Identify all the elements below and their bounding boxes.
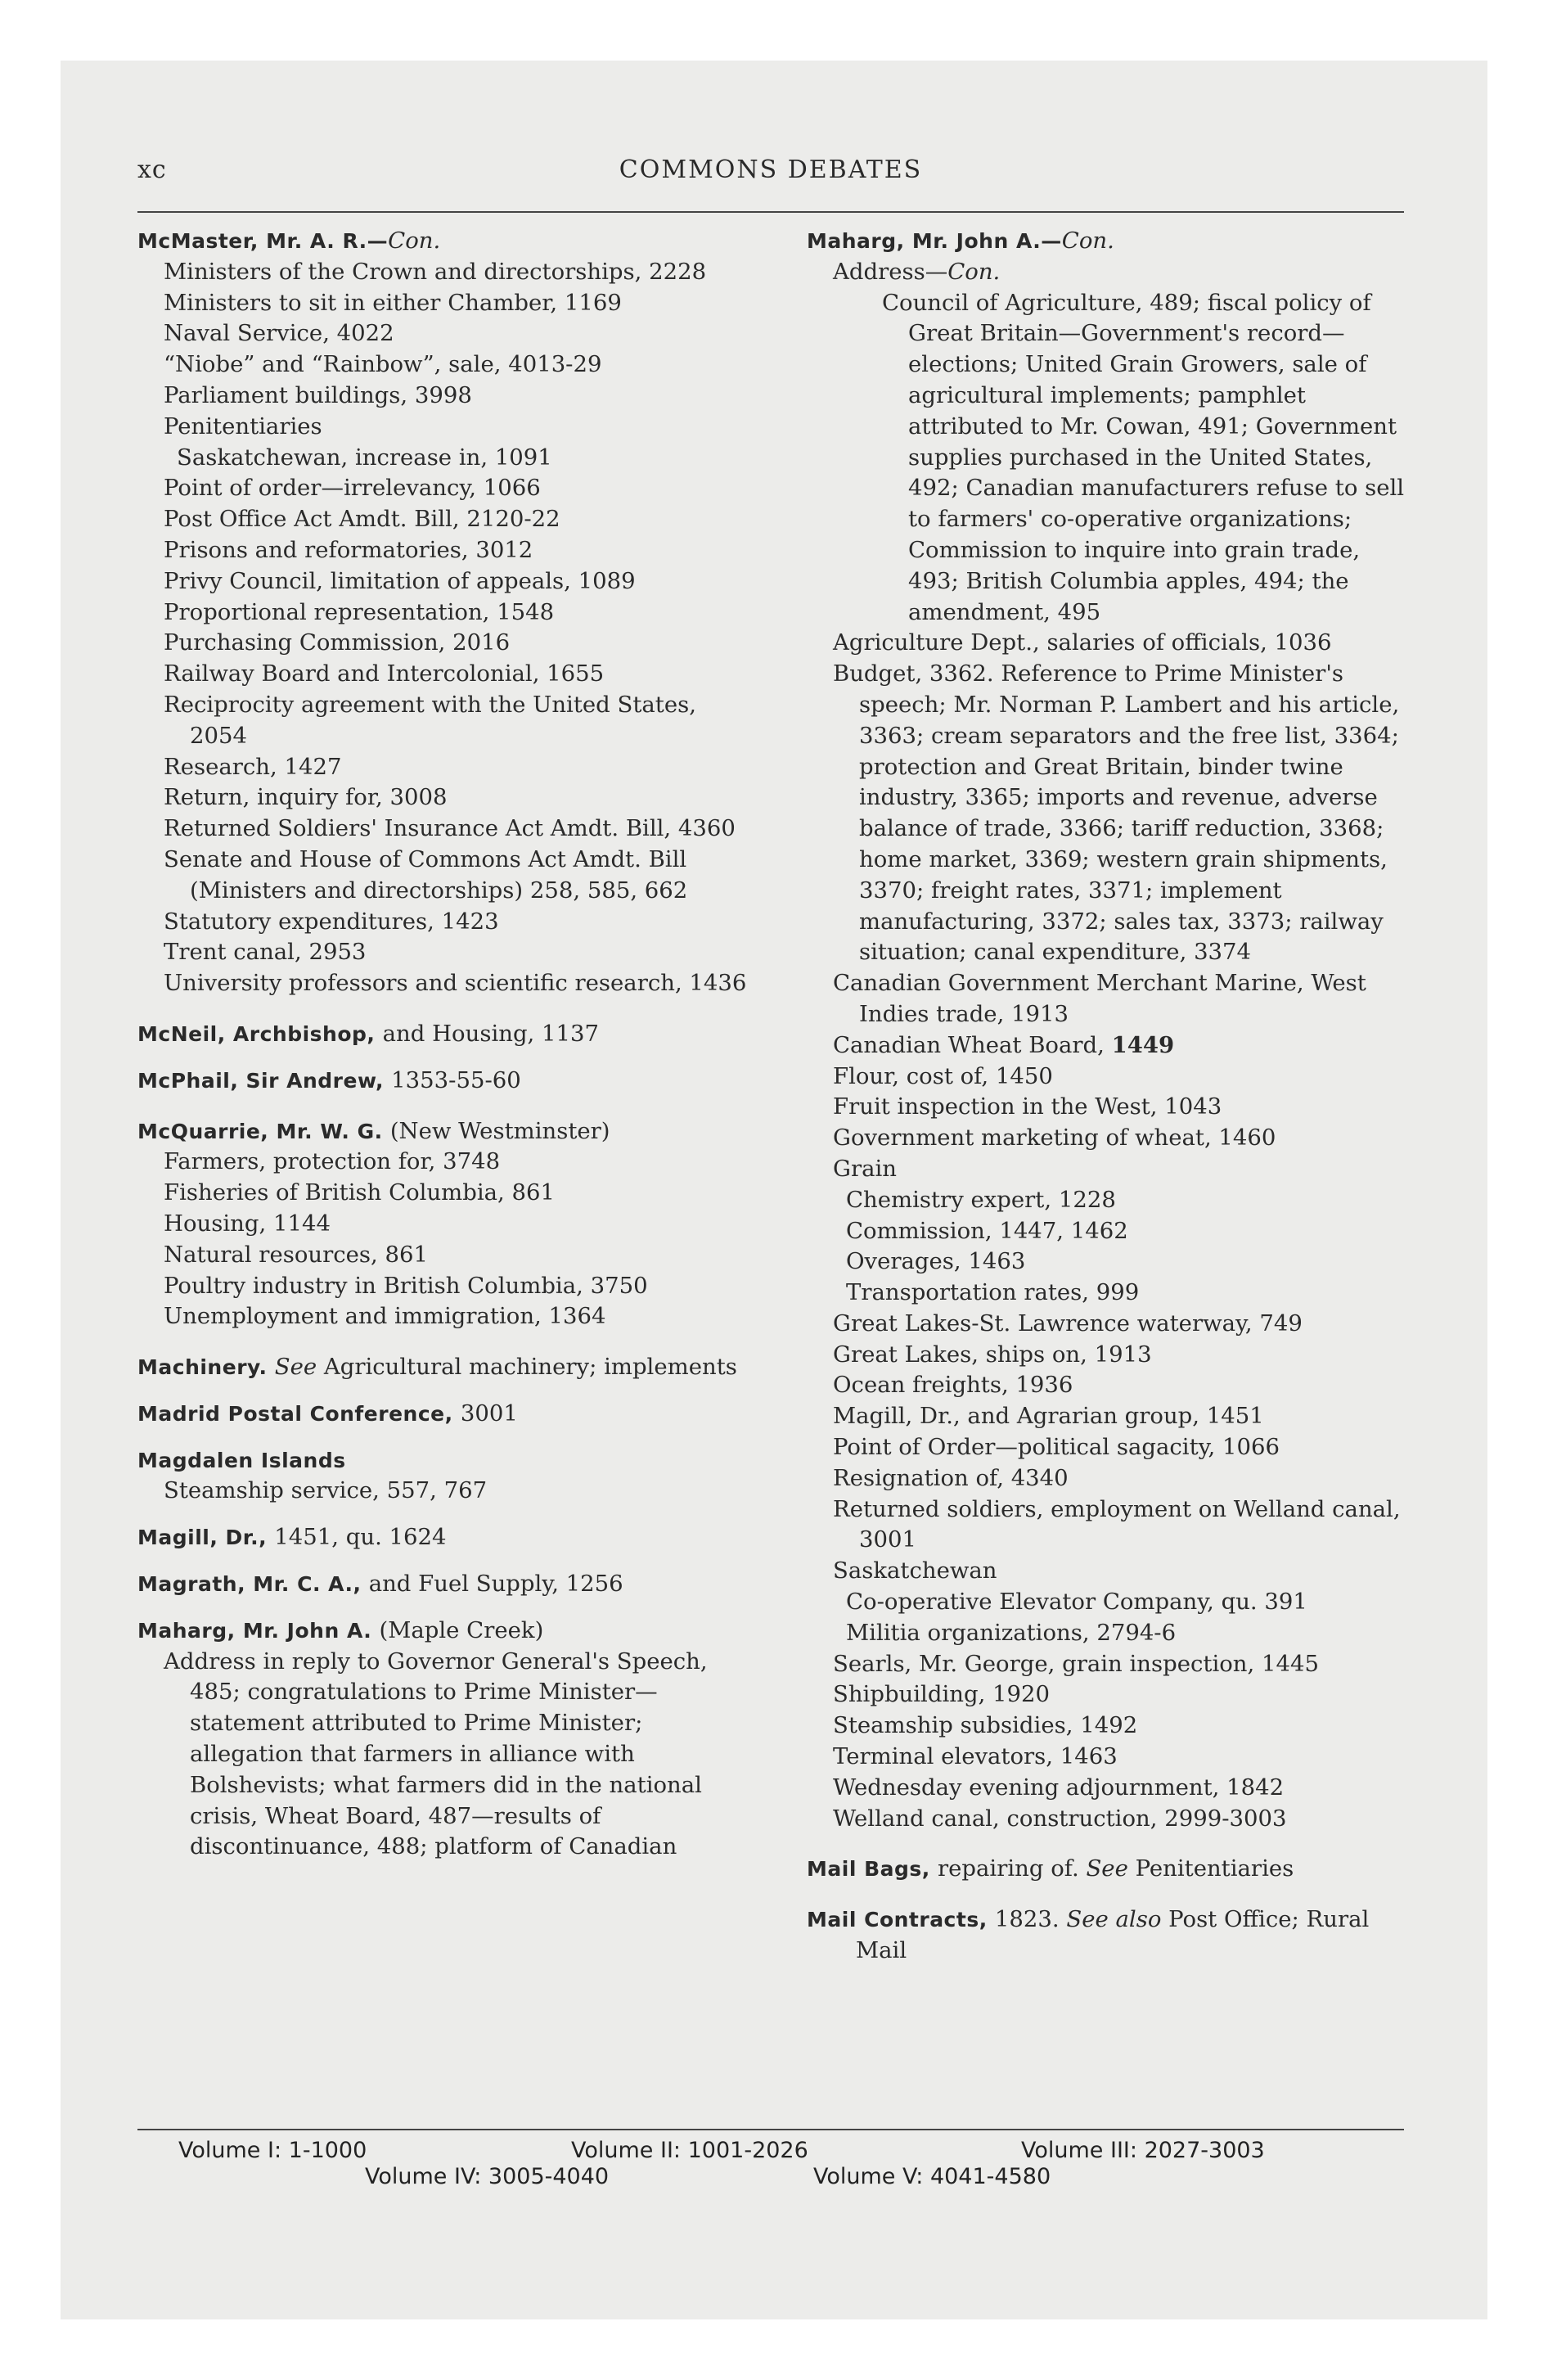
index-entry [137, 1522, 751, 1553]
index-subsubentry: Militia organizations, 2794-6 [846, 1619, 1177, 1646]
entry-detail: Penitentiaries [1135, 1855, 1294, 1882]
entry-heading: Maharg, Mr. John A.— [807, 229, 1062, 253]
entry-heading: McMaster, Mr. A. R.— [137, 229, 389, 253]
index-subentry: Steamship service, 557, 767 [164, 1477, 488, 1504]
index-subentry: Ministers of the Crown and directorships, 2228 [164, 258, 707, 285]
page-number: xc [137, 156, 167, 184]
index-subentry: Great Lakes-St. Lawrence waterway, 749 [833, 1309, 1303, 1336]
index-subentry: Wednesday evening adjournment, 1842 [833, 1774, 1285, 1801]
entry-detail: 1353-55-60 [391, 1066, 521, 1093]
index-subentry: Poultry industry in British Columbia, 3750 [164, 1272, 648, 1299]
index-subentry: Point of order—irrelevancy, 1066 [164, 475, 541, 502]
index-subsubentry: Chemistry expert, 1228 [846, 1186, 1116, 1213]
index-entry [137, 1399, 751, 1430]
index-subsubentry: Council of Agriculture, 489; fiscal policy of Great Britain—Government's record—elections; United Grain Growers, sale of agricultural implements; pamphlet attributed to Mr. Cowan, 491; Government supplies purchased in the United States, 492; Canadian manufacturers refuse to sell to farmers' co-operative organizations; Commission to inquire into grain trade, 493; British Columbia apples, 494; the amendment, 495 [882, 289, 1405, 625]
footer-divider [137, 2129, 1404, 2130]
index-subentry: Fisheries of British Columbia, 861 [164, 1179, 556, 1206]
entry-detail: repairing of. [938, 1855, 1087, 1882]
index-subentry: Returned Soldiers' Insurance Act Amdt. Bill, 4360 [164, 815, 736, 842]
entry-see: See also [1066, 1906, 1169, 1933]
index-subentry: Ocean freights, 1936 [833, 1372, 1073, 1399]
index-subsubentry: Commission, 1447, 1462 [846, 1217, 1128, 1244]
index-subsubentry: Co-operative Elevator Company, qu. 391 [846, 1589, 1307, 1616]
volume-label: Volume III: 2027-3003 [1021, 2138, 1265, 2163]
index-subentry: Budget, 3362. Reference to Prime Minister's speech; Mr. Norman P. Lambert and his article, 3363; cream separators and the free list, 3364; protection and Great Britain, binder twine industry, 3365; imports and revenue, adverse balance of trade, 3366; tariff reduction, 3368; home market, 3369; western grain shipments, 3370; freight rates, 3371; implement manufacturing, 3372; sales tax, 3373; railway situation; canal expenditure, 3374 [833, 660, 1400, 966]
index-subentry: Searls, Mr. George, grain inspection, 1445 [833, 1650, 1319, 1677]
entry-continuation: Con. [388, 228, 441, 254]
entry-heading: Mail Contracts, [807, 1908, 995, 1932]
volume-label: Volume II: 1001-2026 [571, 2138, 808, 2163]
index-subentry: Senate and House of Commons Act Amdt. Bill (Ministers and directorships) 258, 585, 662 [164, 845, 688, 904]
entry-heading: Maharg, Mr. John A. [137, 1618, 380, 1643]
entry-detail: 3001 [460, 1400, 518, 1427]
index-subentry: Point of Order—political sagacity, 1066 [833, 1434, 1280, 1461]
index-subentry: Ministers to sit in either Chamber, 1169 [164, 289, 622, 316]
index-subentry: Penitentiaries [164, 412, 322, 439]
index-subentry: Address in reply to Governor General's Speech, 485; congratulations to Prime Minister—statement attributed to Prime Minister; allegation that farmers in alliance with Bolshevists; what farmers did in the national crisis, Wheat Board, 487—results of discontinuance, 488; platform of Canadian [164, 1648, 708, 1860]
index-subsubentry: Overages, 1463 [846, 1248, 1026, 1275]
index-subentry: Trent canal, 2953 [164, 939, 367, 966]
entry-see: See [274, 1354, 324, 1381]
index-subentry: Government marketing of wheat, 1460 [833, 1125, 1276, 1152]
page-title: COMMONS DEBATES [619, 156, 923, 184]
index-subentry: Terminal elevators, 1463 [833, 1743, 1118, 1770]
index-subentry: Resignation of, 4340 [833, 1464, 1069, 1491]
subentry-label: Address— [833, 258, 948, 285]
volume-label: Volume IV: 3005-4040 [365, 2164, 610, 2189]
index-subentry: Post Office Act Amdt. Bill, 2120-22 [164, 506, 560, 533]
index-subsubentry: Transportation rates, 999 [846, 1279, 1140, 1306]
index-entry [137, 226, 751, 257]
index-subentry: Proportional representation, 1548 [164, 598, 555, 625]
entry-detail: Post Office; Rural Mail [856, 1906, 1370, 1964]
index-subentry: Reciprocity agreement with the United States, 2054 [164, 691, 696, 749]
volume-label: Volume V: 4041-4580 [813, 2164, 1051, 2189]
index-subentry: Agriculture Dept., salaries of officials, 1036 [833, 629, 1332, 656]
index-subentry: Purchasing Commission, 2016 [164, 629, 511, 656]
index-subentry: Fruit inspection in the West, 1043 [833, 1093, 1222, 1120]
entry-heading: Mail Bags, [807, 1857, 938, 1882]
index-entry [137, 1066, 751, 1097]
index-entry [137, 1019, 751, 1050]
entry-heading: McPhail, Sir Andrew, [137, 1068, 392, 1093]
index-subentry: Canadian Government Merchant Marine, West Indies trade, 1913 [833, 970, 1366, 1027]
index-subentry: Research, 1427 [164, 753, 342, 780]
index-subentry: Housing, 1144 [164, 1210, 331, 1237]
entry-detail: 1451, qu. 1624 [274, 1524, 447, 1551]
page-header [137, 156, 1404, 188]
index-subentry: Farmers, protection for, 3748 [164, 1148, 501, 1175]
index-column-right [807, 226, 1412, 1967]
index-subentry: Flour, cost of, 1450 [833, 1062, 1053, 1089]
subentry-text-bold: 1449 [1111, 1031, 1175, 1058]
volume-label: Volume I: 1-1000 [178, 2138, 367, 2163]
entry-continuation: Con. [1061, 228, 1114, 254]
index-subsubentry: Saskatchewan, increase in, 1091 [177, 444, 552, 471]
index-subentry: Unemployment and immigration, 1364 [164, 1303, 606, 1330]
index-subentry: Returned soldiers, employment on Welland canal, 3001 [833, 1495, 1401, 1553]
index-subentry: Return, inquiry for, 3008 [164, 784, 448, 811]
index-subentry [820, 257, 1412, 288]
index-subentry: Statutory expenditures, 1423 [164, 908, 499, 935]
entry-detail: (Maple Creek) [379, 1616, 544, 1643]
index-subentry [820, 1030, 1412, 1062]
subentry-text: Canadian Wheat Board, [833, 1031, 1112, 1058]
index-subentry: Great Lakes, ships on, 1913 [833, 1341, 1152, 1368]
index-subentry: Prisons and reformatories, 3012 [164, 536, 533, 563]
index-subentry: Railway Board and Intercolonial, 1655 [164, 660, 605, 687]
entry-heading: McNeil, Archbishop, [137, 1021, 383, 1046]
entry-detail: and Housing, 1137 [382, 1020, 600, 1047]
entry-heading: McQuarrie, Mr. W. G. [137, 1119, 390, 1143]
index-subentry: Parliament buildings, 3998 [164, 381, 472, 408]
index-subentry: Shipbuilding, 1920 [833, 1681, 1051, 1708]
entry-heading: Magdalen Islands [137, 1448, 346, 1472]
entry-detail: and Fuel Supply, 1256 [368, 1571, 623, 1598]
index-subentry: Welland canal, construction, 2999-3003 [833, 1805, 1287, 1832]
index-entry [137, 1116, 751, 1147]
entry-heading: Magrath, Mr. C. A., [137, 1572, 369, 1597]
entry-detail: Agricultural machinery; implements [323, 1354, 737, 1381]
index-entry [807, 1854, 1412, 1885]
entry-heading: Magill, Dr., [137, 1526, 275, 1550]
index-entry [807, 1904, 1412, 1967]
header-divider [137, 211, 1404, 213]
entry-detail: 1823. [994, 1906, 1067, 1933]
index-subentry: “Niobe” and “Rainbow”, sale, 4013-29 [164, 351, 602, 378]
index-subentry: Natural resources, 861 [164, 1241, 429, 1268]
entry-heading: Machinery. [137, 1355, 275, 1380]
index-subentry: Saskatchewan [833, 1557, 997, 1584]
entry-detail: (New Westminster) [389, 1117, 610, 1144]
index-subentry: Privy Council, limitation of appeals, 1089 [164, 567, 636, 594]
index-subentry: University professors and scientific research, 1436 [164, 970, 747, 997]
entry-heading: Madrid Postal Conference, [137, 1401, 461, 1426]
entry-continuation: Con. [947, 258, 1001, 285]
index-subentry: Steamship subsidies, 1492 [833, 1712, 1138, 1739]
index-entry [137, 1352, 751, 1383]
index-entry [137, 1445, 751, 1476]
index-column-left [137, 226, 751, 1863]
index-entry [137, 1569, 751, 1600]
entry-see: See [1086, 1855, 1136, 1882]
index-subentry: Grain [833, 1155, 898, 1182]
index-entry [807, 226, 1412, 257]
index-entry [137, 1616, 751, 1647]
index-subentry: Naval Service, 4022 [164, 320, 394, 347]
index-subentry: Magill, Dr., and Agrarian group, 1451 [833, 1403, 1264, 1430]
